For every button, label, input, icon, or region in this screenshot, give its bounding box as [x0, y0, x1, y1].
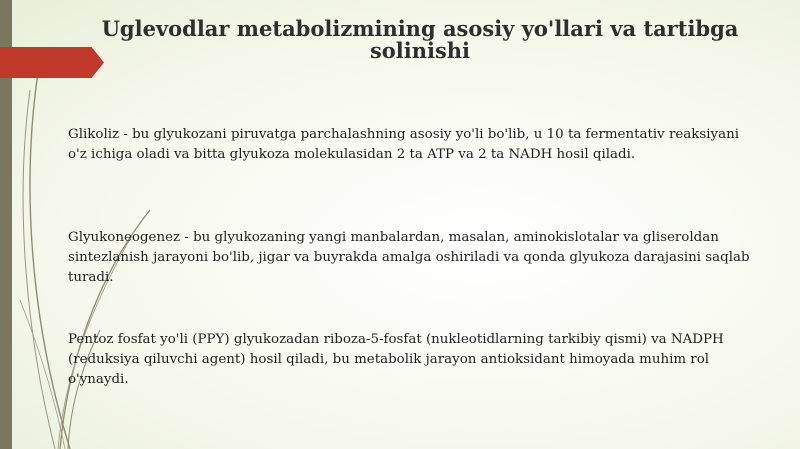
slide-title: Uglevodlar metabolizmining asosiy yo'llari va tartibga solinishi — [101, 16, 739, 63]
paragraph-pentose-phosphate: Pentoz fosfat yo'li (PPY) glyukozadan riboza-5-fosfat (nukleotidlarning tarkibiy qismi) va NADPH (reduksiya qiluvchi agent) hosil qiladi, bu metabolik jarayon antioksidant himoyada muhim rol o'ynaydi. — [68, 332, 724, 387]
paragraph-glycolysis: Glikoliz - bu glyukozani piruvatga parchalashning asosiy yo'li bo'lib, u 10 ta fermentativ reaksiyani o'z ichiga oladi va bitta glyukoza molekulasidan 2 ta ATP va 2 ta NADH hosil qiladi. — [68, 127, 739, 162]
paragraph-gluconeogenesis: Glyukoneogenez - bu glyukozaning yangi manbalardan, masalan, aminokislotalar va gliseroldan sintezlanish jarayoni bo'lib, jigar va buyrakda amalga oshiriladi va qonda glyukoza darajasini saqlab turadi. — [68, 230, 750, 285]
